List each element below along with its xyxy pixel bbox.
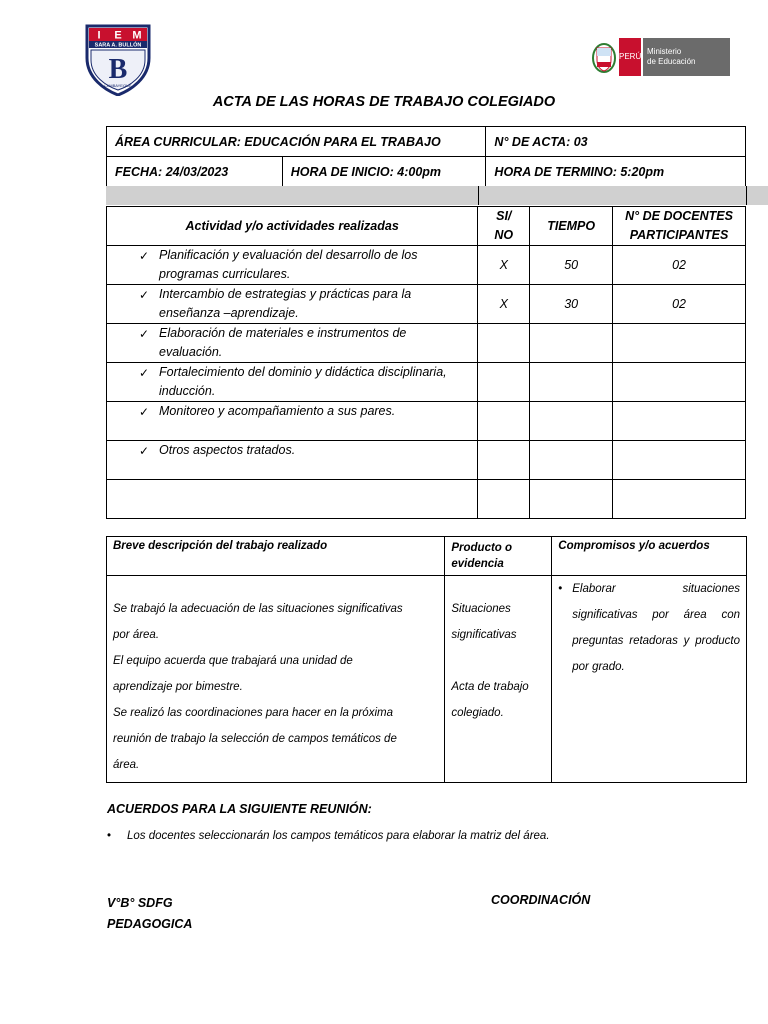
activity-text: Planificación y evaluación del desarrollo de los programas curriculares. <box>159 248 418 281</box>
si-no-cell <box>478 402 530 441</box>
table-row <box>107 285 746 324</box>
docentes-cell: 02 <box>613 285 746 324</box>
text-line: Se trabajó la adecuación de las situaciones significativas <box>113 603 403 615</box>
activity-cell <box>107 402 478 441</box>
text-line: aprendizaje por bimestre. <box>113 681 243 693</box>
table-row-empty <box>107 480 746 519</box>
crest-letter: E <box>114 29 122 42</box>
band-divider <box>746 186 747 205</box>
text-line: colegiado. <box>451 707 504 719</box>
table-row <box>107 157 746 187</box>
header-docentes-line-2: PARTICIPANTES <box>629 228 729 242</box>
text-line: significativas <box>451 629 517 641</box>
checkmark-icon: ✓ <box>139 366 150 380</box>
activity-cell <box>107 441 478 480</box>
document-title: ACTA DE LAS HORAS DE TRABAJO COLEGIADO <box>212 94 556 110</box>
hora-termino: HORA DE TERMINO: 5:20pm <box>486 157 746 187</box>
docentes-cell <box>613 324 746 363</box>
crest-letter: M <box>132 29 142 42</box>
checkmark-icon: ✓ <box>139 444 150 458</box>
bullet-icon: • <box>107 830 112 842</box>
table-row <box>107 127 746 157</box>
activity-text: Fortalecimiento del dominio y didáctica disciplinaria, inducción. <box>159 365 447 398</box>
tiempo-cell <box>530 363 613 402</box>
docentes-cell <box>613 363 746 402</box>
table-header-row <box>107 537 747 576</box>
text-line: reunión de trabajo la selección de campos temáticos de <box>113 733 397 745</box>
producto-cell <box>445 576 552 783</box>
vb-line-1: V°B° SDFG <box>107 896 173 910</box>
fecha: FECHA: 24/03/2023 <box>107 157 283 187</box>
crest-shield-icon <box>85 24 151 96</box>
activity-cell <box>107 324 478 363</box>
tiempo-cell: 50 <box>530 246 613 285</box>
header-producto-line-2: evidencia <box>451 558 504 570</box>
gray-separator-band <box>106 186 768 205</box>
activity-cell <box>107 246 478 285</box>
ministerio-educacion-logo <box>592 38 730 78</box>
si-no-cell: X <box>478 246 530 285</box>
acta-number: N° DE ACTA: 03 <box>486 127 746 157</box>
docentes-cell <box>613 441 746 480</box>
checkmark-icon: ✓ <box>139 405 150 419</box>
table-row <box>107 324 746 363</box>
si-no-cell <box>478 363 530 402</box>
school-crest-logo <box>85 24 151 96</box>
ministry-name <box>643 38 730 76</box>
header-compromisos: Compromisos y/o acuerdos <box>552 537 747 576</box>
tiempo-cell: 30 <box>530 285 613 324</box>
header-breve-descripcion: Breve descripción del trabajo realizado <box>107 537 445 576</box>
area-curricular: ÁREA CURRICULAR: EDUCACIÓN PARA EL TRABAJO <box>107 127 486 157</box>
header-docentes <box>613 207 746 246</box>
hora-inicio: HORA DE INICIO: 4:00pm <box>282 157 486 187</box>
activities-table <box>106 206 746 519</box>
tiempo-cell <box>530 324 613 363</box>
text-line <box>451 648 545 674</box>
checkmark-icon: ✓ <box>139 327 150 341</box>
docentes-cell <box>613 402 746 441</box>
ministry-line-1: Ministerio <box>647 47 682 56</box>
header-producto <box>445 537 552 576</box>
crest-monogram: B <box>108 54 128 85</box>
acuerdos-heading: ACUERDOS PARA LA SIGUIENTE REUNIÓN: <box>107 802 372 816</box>
bullet-icon: • <box>558 583 563 595</box>
activity-cell <box>107 285 478 324</box>
empty-cell <box>107 480 478 519</box>
empty-cell <box>530 480 613 519</box>
text-line: Acta de trabajo <box>451 681 529 693</box>
si-no-cell <box>478 324 530 363</box>
text-line: Se realizó las coordinaciones para hacer en la próxima <box>113 707 393 719</box>
checkmark-icon: ✓ <box>139 288 150 302</box>
header-si-no <box>478 207 530 246</box>
crest-school-name: SARA A. BULLÓN <box>94 42 142 49</box>
compromiso-text: Elaborar situaciones significativas por área con preguntas retadoras y producto por grado. <box>572 583 740 673</box>
text-line: área. <box>113 759 140 771</box>
crest-letter: I <box>97 29 101 42</box>
header-producto-line-1: Producto o <box>451 542 513 554</box>
table-row <box>107 246 746 285</box>
crest-motto: LAMBAYEQUE <box>104 83 132 88</box>
bullet-item <box>558 576 740 680</box>
checkmark-icon: ✓ <box>139 249 150 263</box>
header-docentes-line-1: N° DE DOCENTES <box>625 209 733 223</box>
coordinacion-signature: COORDINACIÓN <box>491 893 591 907</box>
table-header-row <box>107 207 746 246</box>
si-no-cell <box>478 441 530 480</box>
activity-text: Otros aspectos tratados. <box>159 443 296 457</box>
table-row <box>107 441 746 480</box>
work-description-table <box>106 536 747 783</box>
header-no: NO <box>494 228 514 242</box>
header-actividad: Actividad y/o actividades realizadas <box>107 207 478 246</box>
table-row <box>107 576 747 783</box>
header-si: SI/ <box>496 209 512 223</box>
acuerdo-text: Los docentes seleccionarán los campos temáticos para elaborar la matriz del área. <box>127 830 550 842</box>
session-info-table <box>106 126 746 187</box>
tiempo-cell <box>530 441 613 480</box>
peru-coat-of-arms-icon <box>592 40 616 74</box>
activity-cell <box>107 363 478 402</box>
tiempo-cell <box>530 402 613 441</box>
activity-text: Intercambio de estrategias y prácticas para la enseñanza –aprendizaje. <box>159 287 412 320</box>
acuerdos-bullet-item <box>107 830 550 842</box>
table-row <box>107 363 746 402</box>
activity-text: Monitoreo y acompañamiento a sus pares. <box>159 404 396 418</box>
breve-descripcion-cell <box>107 576 445 783</box>
empty-cell <box>613 480 746 519</box>
vb-line-2: PEDAGOGICA <box>107 917 193 931</box>
text-line: El equipo acuerda que trabajará una unidad de <box>113 655 353 667</box>
band-divider <box>478 186 479 205</box>
empty-cell <box>478 480 530 519</box>
ministry-line-2: de Educación <box>647 57 696 66</box>
vb-signature-block <box>107 893 192 935</box>
compromisos-cell <box>552 576 747 783</box>
text-line: por área. <box>113 629 160 641</box>
si-no-cell: X <box>478 285 530 324</box>
header-tiempo: TIEMPO <box>530 207 613 246</box>
table-row <box>107 402 746 441</box>
text-line: Situaciones <box>451 603 511 615</box>
activity-text: Elaboración de materiales e instrumentos de evaluación. <box>159 326 407 359</box>
docentes-cell: 02 <box>613 246 746 285</box>
peru-label: PERÚ <box>619 38 641 76</box>
